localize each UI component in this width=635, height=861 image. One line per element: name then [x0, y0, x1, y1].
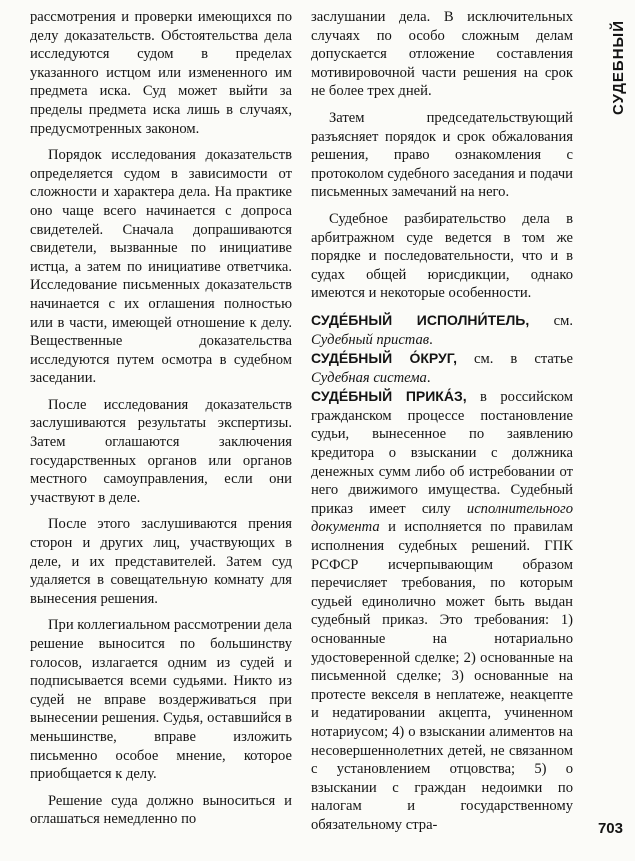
right-column: [311, 8, 573, 835]
entry-headword: СУДЕ́БНЫЙ ПРИКА́З,: [311, 388, 467, 405]
section-label: СУДЕБНЫЙ: [610, 20, 627, 115]
paragraph: заслушании дела. В исключительных случаях по особо сложным делам допускается отложение составления мотивировочной части решения на срок не более трех дней.: [311, 9, 573, 100]
paragraph: После этого заслушиваются прения сторон и других лиц, участвующих в деле, и их представителей. Затем суд удаляется в совещательную комнату для вынесения решения.: [30, 516, 292, 607]
dictionary-entry: [311, 311, 573, 349]
paragraph: Судебное разбирательство дела в арбитражном суде ведется в том же порядке и последовательности, что и в судах общей юрисдикции, однако имеются и некоторые особенности.: [311, 210, 573, 302]
dictionary-entry: [311, 387, 573, 834]
dictionary-entry: [311, 349, 573, 387]
entry-text: в российском гражданском процессе постановление судьи, вынесенное по заявлению кредитора о взыскании с должника денежных сумм либо об истребовании от него движимого имущества. Судебный приказ имеет силу: [311, 389, 573, 517]
paragraph: При коллегиальном рассмотрении дела решение выносится по большинству голосов, излагается одним из судей и подписывается всеми судьями. Никто из судей не вправе воздерживаться при вынесении решения. Судья, оставшийся в меньшинстве, вправе изложить письменно особое мнение, которое приобщается к делу.: [30, 617, 292, 783]
entry-headword: СУДЕ́БНЫЙ О́КРУГ,: [311, 350, 457, 367]
entry-see: см.: [529, 312, 573, 329]
paragraph: Порядок исследования доказательств определяется судом в зависимости от сложности и характера дела. На практике оно чаще всего начинается с допроса свидетелей. Сначала допрашиваются свидетели, вызванные по инициативе истца, а затем по инициативе ответчика. Исследование письменных доказательств начинается с их оглашения полностью или в части, имеющей отношение к делу. Вещественные доказательства исследуются путем осмотра в судебном заседании.: [30, 147, 292, 387]
entry-headword: СУДЕ́БНЫЙ ИСПОЛНИ́ТЕЛЬ,: [311, 311, 530, 328]
paragraph: рассмотрения и проверки имеющихся по делу доказательств. Обстоятельства дела исследуются судом в пределах указанного истцом или измененного им предмета иска. Суд может выйти за пределы предмета иска лишь в случаях, предусмотренных законом.: [30, 9, 292, 137]
entry-cross-reference: исполнительного документа: [311, 500, 573, 536]
entry-text: и исполняется по правилам исполнения судебных решений. ГПК РСФСР исчерпывающим образом перечисляет требования, по которым судьей единолично может быть выдан судебный приказ. Это требования: 1) основанные на нотариально удостоверенной сделке; 2) основанные на письменной сделке; 3) основанные на протесте векселя в неплатеже, неакцепте и недатировании акцепта, учиненном нотариусом; 4) о взыскании алиментов на несовершеннолетних детей, не связанном с установлением отцовства; 5) о взыскании с граждан недоимки по налогам и государственному обязательному стра-: [311, 519, 573, 833]
entry-punct: .: [429, 331, 433, 348]
page-number: 703: [597, 820, 623, 837]
entry-cross-reference: Судебный пристав: [311, 331, 430, 348]
entry-cross-reference: Судебная система: [311, 369, 427, 386]
entry-see: см. в статье: [457, 351, 573, 368]
paragraph: После исследования доказательств заслушиваются результаты экспертизы. Затем оглашаются заключения государственных органов или органов местного самоуправления, если они участвуют в деле.: [30, 396, 292, 506]
paragraph: Решение суда должно выноситься и оглашаться немедленно по: [30, 792, 292, 828]
paragraph: Затем председательствующий разъясняет порядок и срок обжалования решения, право ознакомления с протоколом судебного заседания и подачи письменных замечаний на него.: [311, 109, 573, 201]
left-column: [30, 8, 292, 829]
entry-punct: .: [426, 369, 431, 386]
